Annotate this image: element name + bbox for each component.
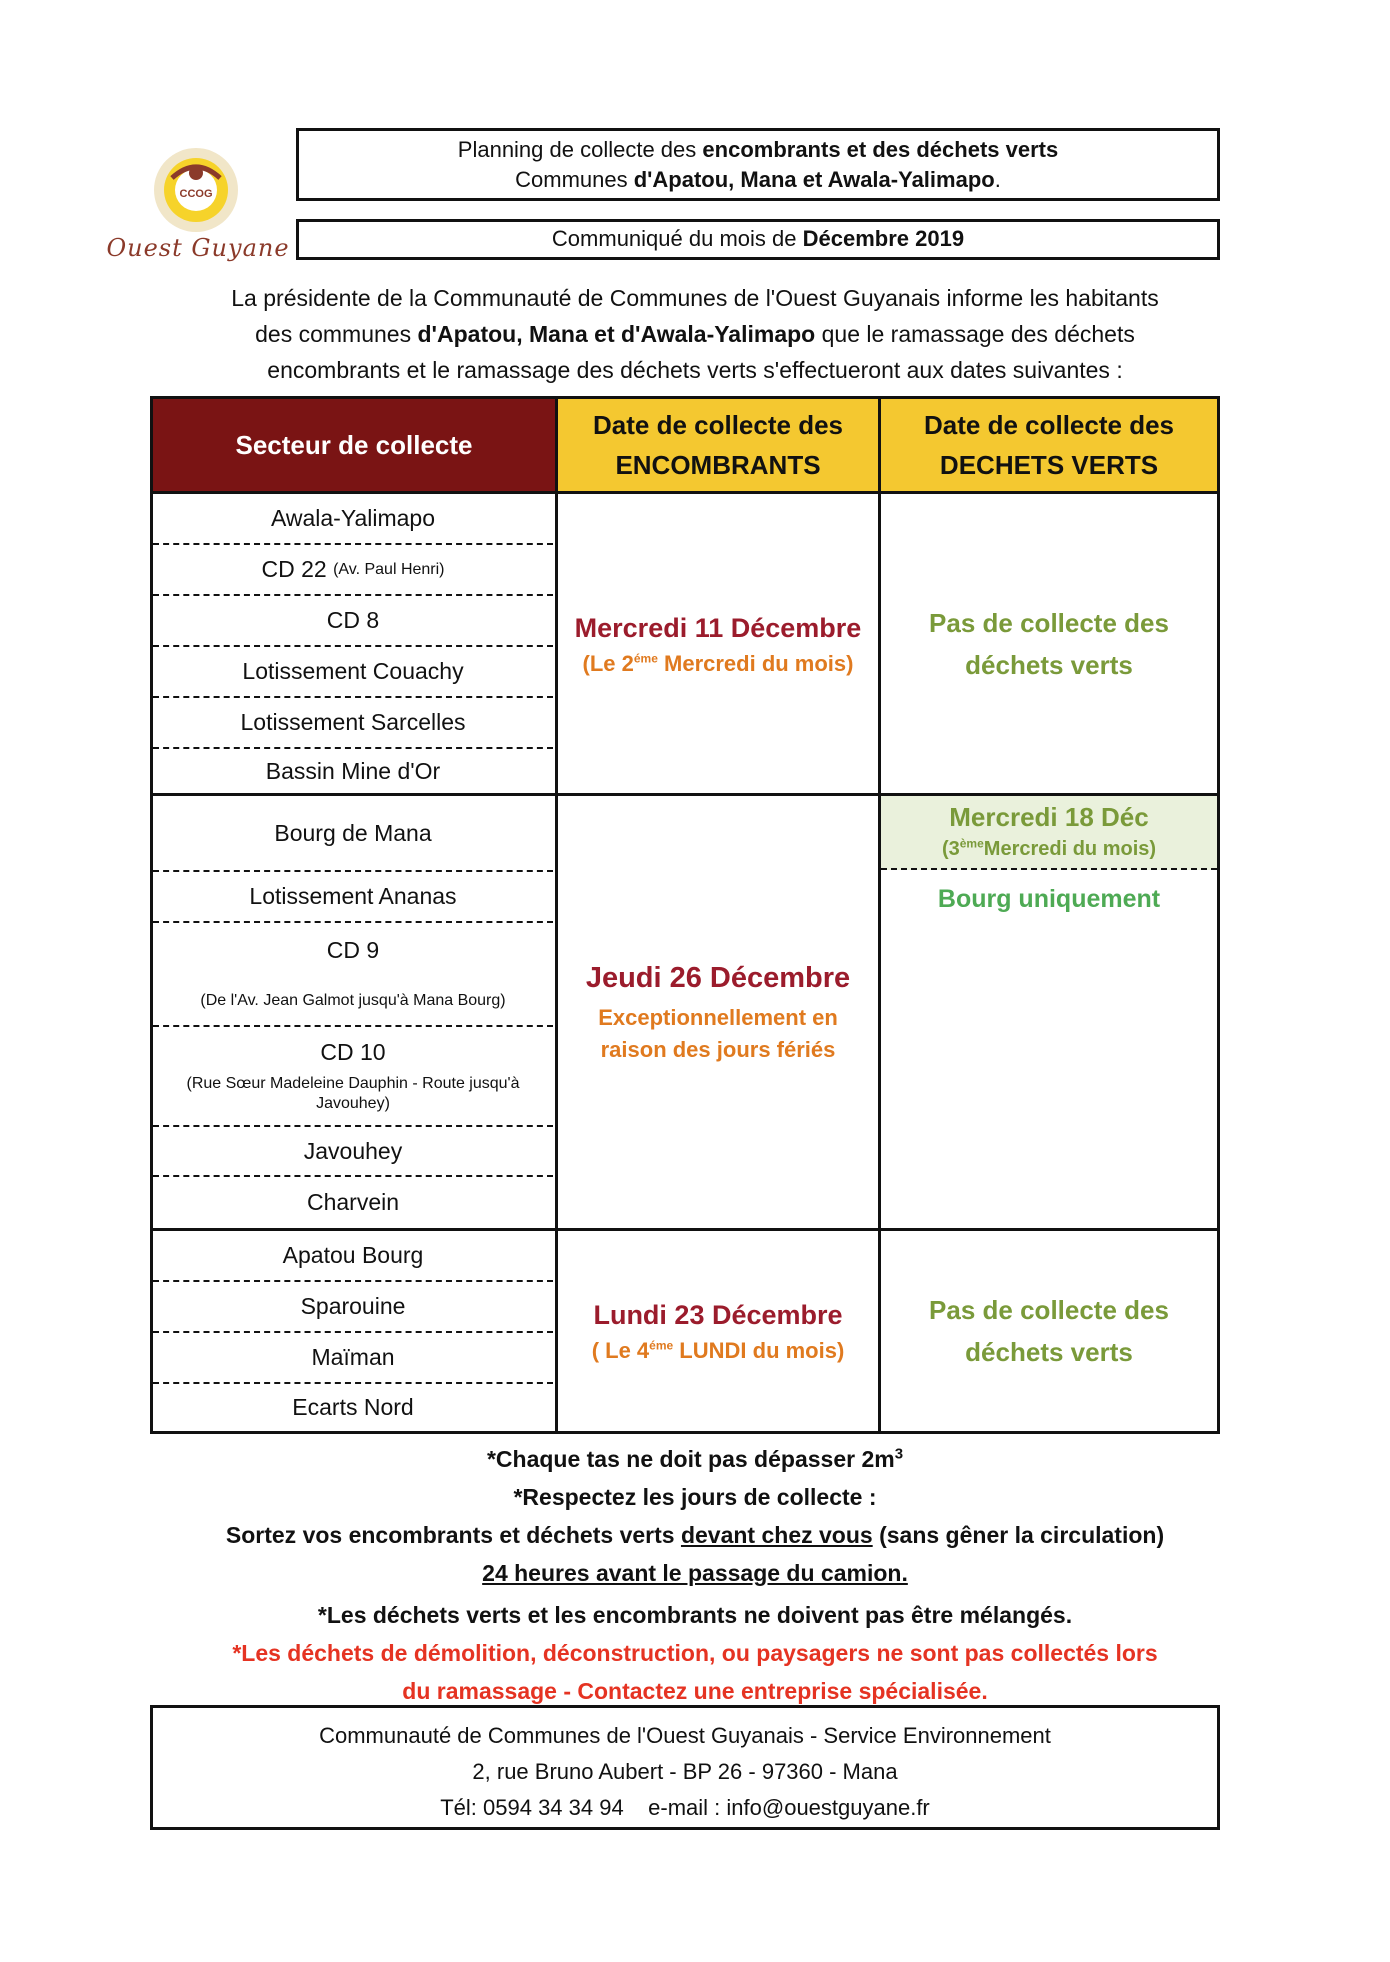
title-box bbox=[296, 128, 1220, 201]
logo-wordmark: Ouest Guyane bbox=[106, 234, 290, 262]
footer-organization: Communauté de Communes de l'Ouest Guyanais - Service Environnement bbox=[319, 1723, 1051, 1748]
footer-email[interactable]: e-mail : info@ouestguyane.fr bbox=[648, 1795, 930, 1820]
note-respect-days: *Respectez les jours de collecte : bbox=[513, 1484, 877, 1510]
note-demolition-1: *Les déchets de démolition, déconstruction, ou paysagers ne sont pas collectés lors bbox=[232, 1640, 1158, 1666]
note-placement: Sortez vos encombrants et déchets verts devant chez vous (sans gêner la circulation) bbox=[225, 1522, 1165, 1548]
dv-scope-group2: Bourg uniquement bbox=[937, 884, 1161, 913]
footer-contacts bbox=[153, 1790, 1217, 1826]
header-dechets-verts: Date de collecte des DECHETS VERTS bbox=[881, 399, 1217, 491]
sector-row: CD 9 (De l'Av. Jean Galmot jusqu'à Mana Bourg) bbox=[153, 923, 553, 1027]
sector-row: CD 10 (Rue Sœur Madeleine Dauphin - Route jusqu'à Javouhey) bbox=[153, 1027, 553, 1127]
sector-row: Charvein bbox=[306, 1189, 400, 1215]
sector-row: CD 22 (Av. Paul Henri) bbox=[153, 545, 553, 596]
sector-row: Sparouine bbox=[153, 1282, 553, 1333]
dv-date-group3: Pas de collecte des déchets verts bbox=[929, 1295, 1169, 1367]
sector-row: Bassin Mine d'Or bbox=[265, 757, 441, 784]
sector-row: Javouhey bbox=[153, 1127, 553, 1177]
sector-row: Lotissement Ananas bbox=[153, 872, 553, 923]
sector-row: Bourg de Mana bbox=[153, 796, 553, 872]
sector-row: CD 8 bbox=[153, 596, 553, 647]
dv-date-group1: Pas de collecte des déchets verts bbox=[929, 607, 1169, 680]
note-demolition-2: du ramassage - Contactez une entreprise spécialisée. bbox=[402, 1678, 988, 1704]
enc-date-group3: Lundi 23 Décembre ( Le $4^{éme}$ LUNDI du mois) bbox=[591, 1300, 845, 1363]
logo-badge: CCOG bbox=[179, 188, 213, 200]
footer-contact-box bbox=[150, 1705, 1220, 1830]
month-box: Communiqué du mois de Décembre 2019 bbox=[296, 219, 1220, 260]
note-volume: *Chaque tas ne doit pas dépasser $2m^3$ bbox=[486, 1445, 904, 1472]
ccog-logo bbox=[98, 148, 294, 272]
collection-table bbox=[150, 396, 1220, 1434]
header-sector: Secteur de collecte bbox=[153, 399, 555, 491]
sector-row: Awala-Yalimapo bbox=[153, 494, 553, 545]
title-line-1: Planning de collecte des encombrants et des déchets verts bbox=[457, 137, 1059, 162]
enc-date-group1: Mercredi 11 Décembre (Le $2^{éme}$ Mercredi du mois) bbox=[574, 612, 862, 676]
note-no-mixing: *Les déchets verts et les encombrants ne doivent pas être mélangés. bbox=[317, 1602, 1073, 1628]
footer-address: 2, rue Bruno Aubert - BP 26 - 97360 - Mana bbox=[472, 1759, 898, 1784]
sector-row: Lotissement Sarcelles bbox=[153, 698, 553, 749]
sector-row: Lotissement Couachy bbox=[153, 647, 553, 698]
title-line-2: Communes d'Apatou, Mana et Awala-Yalimapo. bbox=[515, 167, 1001, 192]
footer-phone: Tél: 0594 34 34 94 bbox=[440, 1795, 624, 1820]
sector-row: Ecarts Nord bbox=[292, 1394, 414, 1420]
enc-date-group2: Jeudi 26 Décembre Exceptionnellement en raison des jours fériés bbox=[585, 962, 851, 1062]
note-timing: 24 heures avant le passage du camion. bbox=[482, 1560, 908, 1586]
sector-row: Maïman bbox=[153, 1333, 553, 1384]
header-encombrants: Date de collecte des ENCOMBRANTS bbox=[558, 399, 878, 491]
intro-paragraph: La présidente de la Communauté de Communes de l'Ouest Guyanais informe les habitants des communes d'Apatou, Mana et d'Awala-Yalimapo que le ramassage des déchets encombrants et le ramassage des déchets verts s'effectueront aux dates suivantes : bbox=[231, 285, 1159, 383]
sector-row: Apatou Bourg bbox=[153, 1231, 553, 1282]
dv-date-group2: Mercredi 18 Déc (3èmeMercredi du mois) bbox=[881, 796, 1217, 870]
notes-section bbox=[120, 1440, 1270, 1710]
